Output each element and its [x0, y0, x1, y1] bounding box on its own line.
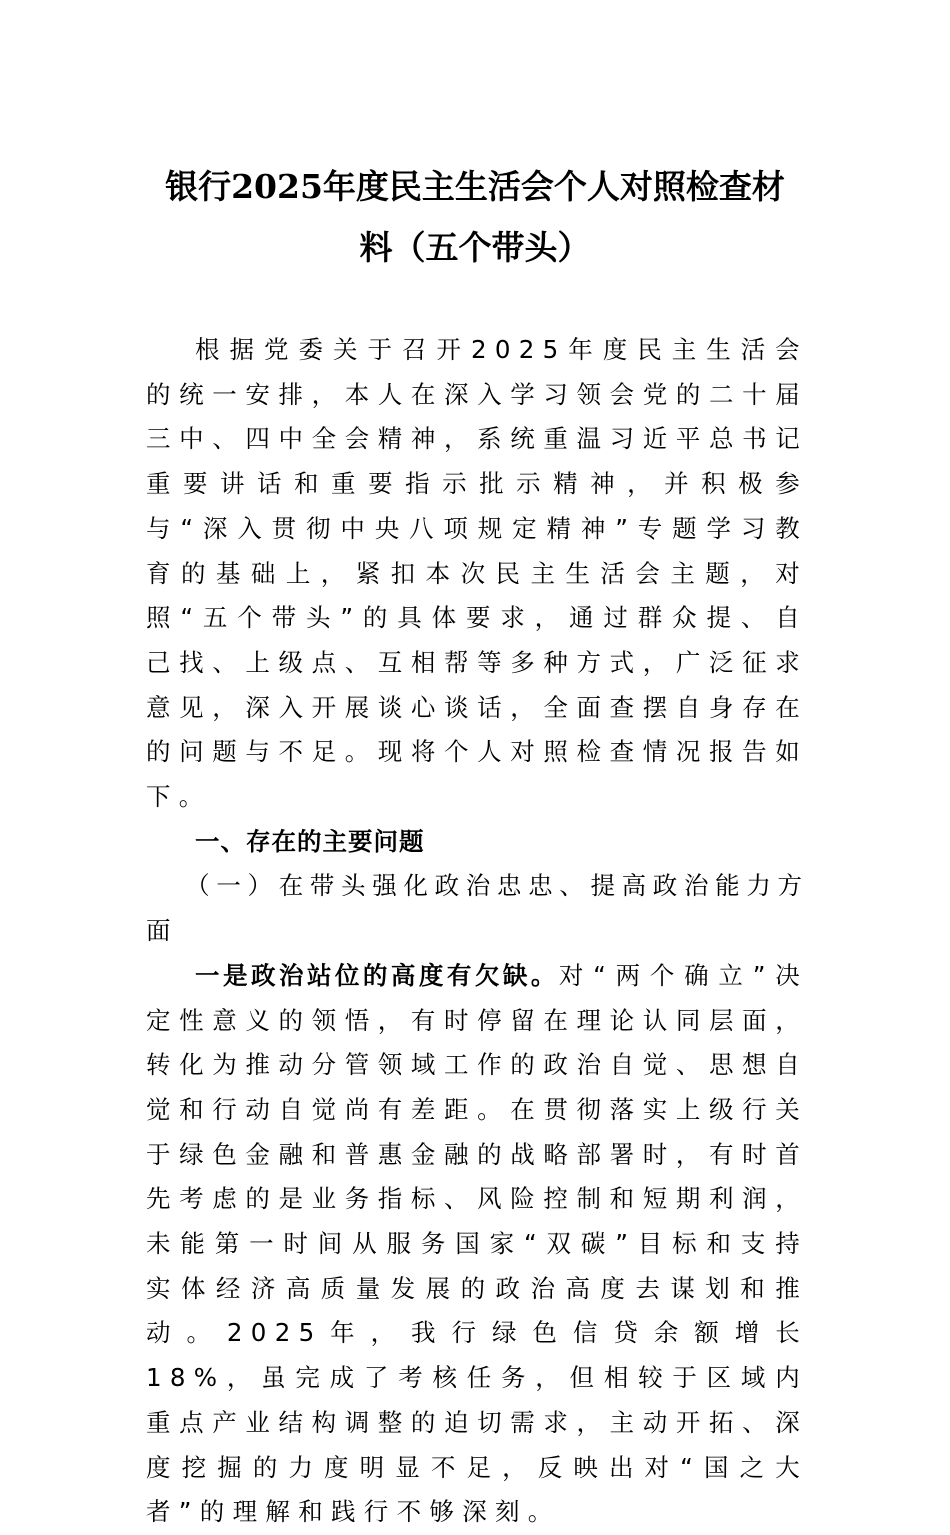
point-one-paragraph — [146, 954, 808, 1535]
title-line-1: 银行2025年度民主生活会个人对照检查材 — [165, 167, 785, 206]
title-line-2: 料（五个带头） — [359, 228, 591, 267]
document-body — [146, 328, 808, 1535]
intro-paragraph: 根据党委关于召开2025年度民主生活会的统一安排，本人在深入学习领会党的二十届三中、四中全会精神，系统重温习近平总书记重要讲话和重要指示批示精神，并积极参与“深入贯彻中央八项规定精神”专题学习教育的基础上，紧扣本次民主生活会主题，对照“五个带头”的具体要求，通过群众提、自己找、上级点、互相帮等多种方式，广泛征求意见，深入开展谈心谈话，全面查摆自身存在的问题与不足。现将个人对照检查情况报告如下。 — [146, 335, 808, 812]
point-one-lead: 一是政治站位的高度有欠缺。 — [195, 960, 559, 990]
point-one-text: 对“两个确立”决定性意义的领悟，有时停留在理论认同层面，转化为推动分管领域工作的政治自觉、思想自觉和行动自觉尚有差距。在贯彻落实上级行关于绿色金融和普惠金融的战略部署时，有时首先考虑的是业务指标、风险控制和短期利润，未能第一时间从服务国家“双碳”目标和支持实体经济高质量发展的政治高度去谋划和推动。2025年，我行绿色信贷余额增长18%，虽完成了考核任务，但相较于区域内重点产业结构调整的迫切需求，主动开拓、深度挖掘的力度明显不足，反映出对“国之大者”的理解和践行不够深刻。 — [146, 960, 808, 1527]
document-title — [140, 156, 810, 278]
subsection-heading: （一）在带头强化政治忠忠、提高政治能力方面 — [146, 871, 808, 946]
section-heading: 一、存在的主要问题 — [195, 826, 425, 856]
